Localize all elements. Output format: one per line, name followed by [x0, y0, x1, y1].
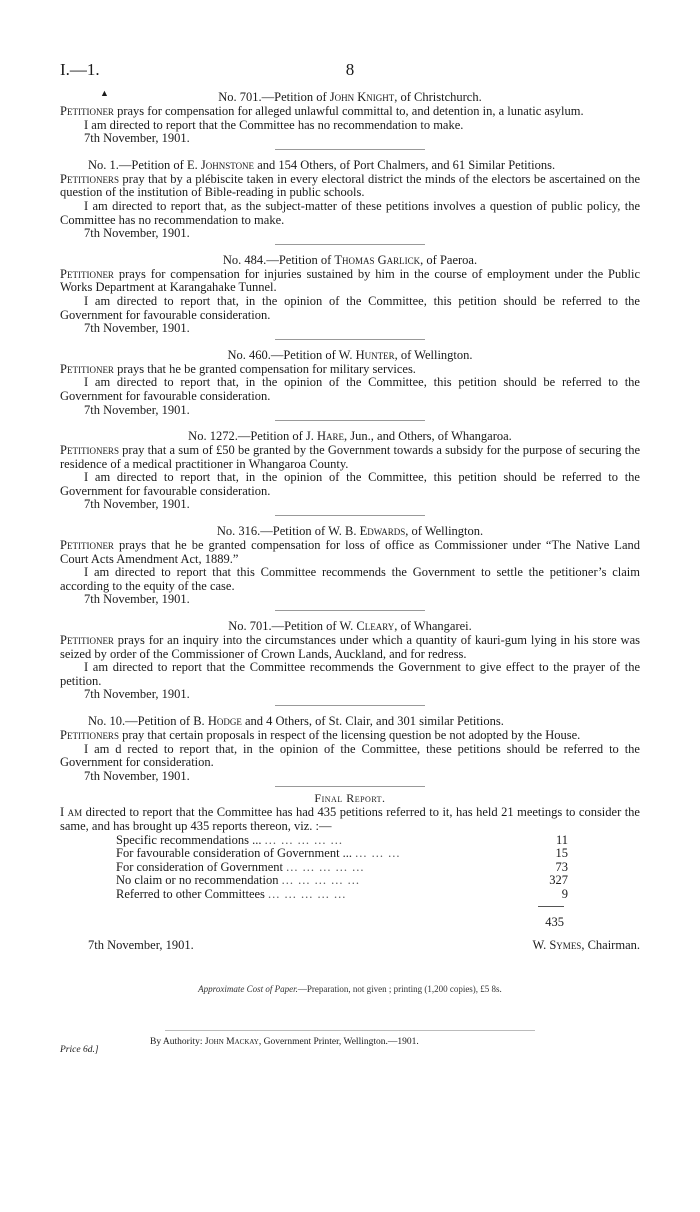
row-label: No claim or no recommendation ... ... ... ... ... [116, 873, 360, 888]
report-date: 7th November, 1901. [84, 687, 190, 702]
petition-prayer: Petitioners pray that by a plébiscite taken in every electoral district the minds of the electors be ascertained on the question of the institution of Bible-reading in public schools. [60, 171, 640, 200]
paper-reference: I.—1. [60, 60, 100, 79]
row-value: 9 [561, 886, 568, 901]
row-value: 327 [549, 873, 568, 888]
petition-entry [60, 158, 640, 245]
chairman-signature: W. Symes, Chairman. [532, 937, 640, 952]
petition-list [60, 90, 640, 787]
final-report-total: 435 [545, 914, 564, 929]
petition-entry [60, 429, 640, 516]
petition-prayer: Petitioner prays for compensation for injuries sustained by him in the course of employment under the Public Works Department at Karangahake Tunnel. [60, 266, 640, 295]
petition-prayer: Petitioner prays for compensation for alleged unlawful committal to, and detention in, a lunatic asylum. [60, 104, 584, 118]
final-report-row [116, 888, 568, 902]
committee-report: I am directed to report that, in the opinion of the Committee, this petition should be referred to the Government for favourable consideration. [60, 470, 640, 498]
section-rule [275, 420, 425, 421]
row-label: Referred to other Committees ... ... ... ... ... [116, 886, 347, 901]
final-report-date: 7th November, 1901. [88, 937, 194, 952]
row-label: Specific recommendations ... ... ... ... ... ... [116, 832, 343, 847]
petition-title: No. 1272.—Petition of J. Hare, Jun., and Others, of Whangaroa. [188, 429, 512, 444]
final-report-intro: I am directed to report that the Committee has had 435 petitions referred to it, has held 21 meetings to consider the same, and has brought up 435 reports thereon, viz. :— [60, 805, 640, 833]
petition-entry [60, 253, 640, 340]
row-value: 73 [555, 859, 568, 874]
signature-line [60, 938, 640, 956]
petition-title: No. 484.—Petition of Thomas Garlick, of Paeroa. [222, 252, 478, 267]
petition-entry [60, 714, 640, 787]
petition-entry [60, 348, 640, 421]
section-rule [275, 339, 425, 340]
committee-report: I am directed to report that this Committee recommends the Government to settle the petitioner’s claim according to the equity of the case. [60, 565, 640, 593]
committee-report: I am directed to report that, as the subject-matter of these petitions involves a question of public policy, the Committee has no recommendation to make. [60, 198, 640, 227]
committee-report: I am directed to report that, in the opinion of the Committee, this petition should be referred to the Government for favourable consideration. [60, 375, 640, 403]
section-rule [275, 149, 425, 150]
row-value: 11 [555, 832, 568, 847]
page-number: 8 [345, 60, 355, 79]
petition-title: No. 460.—Petition of W. Hunter, of Wellington. [227, 347, 473, 362]
final-report-title: Final Report. [314, 791, 386, 806]
report-date: 7th November, 1901. [84, 768, 190, 783]
petition-entry [60, 524, 640, 611]
petition-prayer: Petitioners pray that certain proposals in respect of the licensing question be not adopted by the House. [60, 728, 581, 742]
document-page [60, 60, 640, 1057]
printer-imprint: By Authority: John Mackay, Government Printer, Wellington.—1901. [150, 1036, 419, 1047]
print-mark: ▲ [100, 88, 109, 98]
petition-prayer: Petitioner prays for an inquiry into the circumstances under which a quantity of kauri-gum lying in his store was seized by order of the Commissioner of Crown Lands, Auckland, and for redress. [60, 633, 640, 661]
row-value: 15 [555, 846, 568, 861]
committee-report: I am directed to report that the Committee recommends the Government to give effect to the prayer of the petition. [60, 660, 640, 688]
section-rule [275, 786, 425, 787]
section-rule [275, 610, 425, 611]
report-date: 7th November, 1901. [84, 226, 190, 241]
petition-title: No. 316.—Petition of W. B. Edwards, of Wellington. [216, 524, 484, 539]
report-date: 7th November, 1901. [84, 592, 190, 607]
final-report-row [116, 861, 568, 875]
petition-title: No. 1.—Petition of E. Johnstone and 154 Others, of Port Chalmers, and 61 Similar Petitions. [88, 157, 556, 172]
petition-prayer: Petitioner prays that he be granted compensation for military services. [60, 361, 416, 376]
page-header [60, 60, 640, 82]
section-rule [275, 244, 425, 245]
report-date: 7th November, 1901. [84, 131, 190, 146]
cost-note: Approximate Cost of Paper.—Preparation, not given ; printing (1,200 copies), £5 8s. [198, 983, 502, 994]
petition-title: No. 701.—Petition of W. Cleary, of Whangarei. [228, 619, 472, 634]
final-report-row [116, 834, 568, 848]
section-rule [275, 515, 425, 516]
price-note: Price 6d.] [60, 1044, 99, 1055]
final-report-row [116, 847, 568, 861]
petition-title: No. 701.—Petition of John Knight, of Christchurch. [218, 90, 482, 104]
report-date: 7th November, 1901. [84, 497, 190, 512]
petition-prayer: Petitioners pray that a sum of £50 be granted by the Government towards a subsidy for the purpose of securing the residence of a medical practitioner in Whangaroa County. [60, 443, 640, 471]
committee-report: I am d rected to report that, in the opinion of the Committee, these petitions should be referred to the Government for consideration. [60, 741, 640, 770]
report-date: 7th November, 1901. [84, 402, 190, 417]
authority-rule [165, 1030, 535, 1031]
row-label: For consideration of Government ... ... ... ... ... [116, 859, 365, 874]
petition-entry [60, 90, 640, 150]
committee-report: I am directed to report that the Committee has no recommendation to make. [84, 117, 464, 132]
section-rule [275, 705, 425, 706]
petition-title: No. 10.—Petition of B. Hodge and 4 Others, of St. Clair, and 301 similar Petitions. [88, 714, 504, 728]
final-report-table [116, 834, 568, 902]
report-date: 7th November, 1901. [84, 321, 190, 336]
sum-rule [538, 906, 564, 907]
petition-prayer: Petitioner prays that he be granted compensation for loss of office as Commissioner under “The Native Land Court Acts Amendment Act, 1889.” [60, 538, 640, 566]
page-footer [60, 1037, 640, 1057]
committee-report: I am directed to report that, in the opinion of the Committee, this petition should be referred to the Government for favourable consideration. [60, 293, 640, 322]
petition-entry [60, 619, 640, 706]
row-label: For favourable consideration of Government ... ... ... ... [116, 846, 401, 861]
final-report-row [116, 874, 568, 888]
